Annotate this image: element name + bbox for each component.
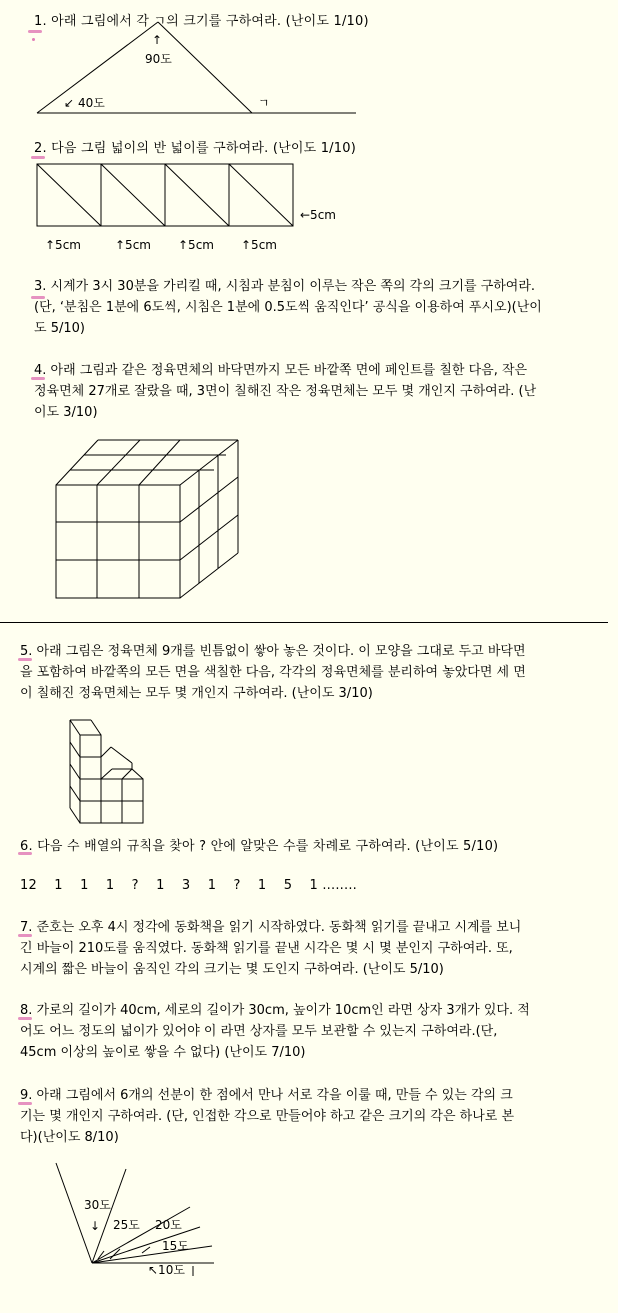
problem-5-line-1: 5. 아래 그림은 정육면체 9개를 빈틈없이 쌓아 놓은 것이다. 이 모양을 그대로 두고 바닥면 — [20, 644, 526, 659]
figure-2-bottom-label: ↑5cm — [178, 238, 214, 252]
figure-2-bottom-label: ↑5cm — [241, 238, 277, 252]
problem-2-text: 2. 다음 그림 넓이의 반 넓이를 구하여라. (난이도 1/10) — [34, 141, 356, 156]
problem-4-line-1: 4. 아래 그림과 같은 정육면체의 바닥면까지 모든 바깥쪽 면에 페인트를 칠한 다음, 작은 — [34, 363, 528, 378]
figure-9-label: ↖10도 — [148, 1263, 185, 1277]
problem-4-line-2: 정육면체 27개로 잘랐을 때, 3면이 칠해진 작은 정육면체는 모두 몇 개인지 구하여라. (난 — [34, 384, 537, 399]
problem-8-line-3: 45cm 이상의 높이로 쌓을 수 없다) (난이도 7/10) — [20, 1045, 306, 1060]
problem-3-line-3: 도 5/10) — [34, 321, 85, 336]
problem-7-line-2: 긴 바늘이 210도를 움직였다. 동화책 읽기를 끝낸 시각은 몇 시 몇 분인지 구하여라. 또, — [20, 941, 513, 956]
figure-9-rays — [0, 1155, 618, 1305]
figure-1-triangle — [0, 0, 618, 130]
figure-1-angle-left: 40도 — [78, 96, 105, 110]
problem-6-sequence: 12 1 1 1 ? 1 3 1 ? 1 5 1 ........ — [20, 878, 357, 893]
problem-6-text: 6. 다음 수 배열의 규칙을 찾아 ? 안에 알맞은 수를 차례로 구하여라. (난이도 5/10) — [20, 839, 499, 854]
problem-8-line-1: 8. 가로의 길이가 40cm, 세로의 길이가 30cm, 높이가 10cm인 라면 상자 3개가 있다. 적 — [20, 1003, 530, 1018]
figure-9-label: 25도 — [113, 1218, 140, 1232]
problem-7-text — [20, 917, 596, 980]
problem-4-text — [34, 360, 610, 423]
problem-5-line-3: 이 칠해진 정육면체는 모두 몇 개인지 구하여라. (난이도 3/10) — [20, 686, 373, 701]
problem-9-line-1: 9. 아래 그림에서 6개의 선분이 한 점에서 만나 서로 각을 이룰 때, 만들 수 있는 각의 크 — [20, 1088, 513, 1103]
problem-9-text — [20, 1085, 596, 1148]
figure-2-rectangles — [0, 160, 618, 260]
figure-1-arrow-up: ↑ — [152, 33, 163, 47]
figure-9-label: 20도 — [155, 1218, 182, 1232]
problem-8-text — [20, 1000, 596, 1063]
problem-5-line-2: 을 포함하여 바깥쪽의 모든 면을 색칠한 다음, 각각의 정육면체를 분리하여 놓았다면 세 면 — [20, 665, 526, 680]
problem-3-text — [34, 276, 610, 339]
highlight-mark — [31, 156, 45, 159]
figure-1-angle-top: 90도 — [145, 52, 172, 66]
problem-9-line-3: 다)(난이도 8/10) — [20, 1130, 119, 1145]
figure-4-cube — [0, 430, 618, 630]
figure-2-bottom-label: ↑5cm — [45, 238, 81, 252]
problem-9-line-2: 기는 몇 개인지 구하여라. (단, 인접한 각으로 만들어야 하고 같은 크기의 각은 하나로 본 — [20, 1109, 515, 1124]
problem-5-text — [20, 641, 596, 704]
problem-8-line-2: 어도 어느 정도의 넓이가 있어야 이 라면 상자를 모두 보관할 수 있는지 구하여라.(단, — [20, 1024, 498, 1039]
problem-3-line-1: 3. 시계가 3시 30분을 가리킬 때, 시침과 분침이 이루는 작은 쪽의 각의 크기를 구하여라. — [34, 279, 536, 294]
problem-1-text: 1. 아래 그림에서 각 ㄱ의 크기를 구하여라. (난이도 1/10) — [34, 14, 369, 29]
problem-7-line-1: 7. 준호는 오후 4시 정각에 동화책을 읽기 시작하였다. 동화책 읽기를 끝내고 시계를 보니 — [20, 920, 522, 935]
figure-1-arrow-left: ↙ — [64, 96, 75, 110]
problem-4-line-3: 이도 3/10) — [34, 405, 98, 420]
figure-2-side-label: ←5cm — [300, 208, 336, 222]
figure-1-angle-mark: ㄱ — [258, 96, 270, 110]
figure-2-bottom-label: ↑5cm — [115, 238, 151, 252]
section-divider — [0, 622, 608, 623]
problem-7-line-3: 시계의 짧은 바늘이 움직인 각의 크기는 몇 도인지 구하여라. (난이도 5/10) — [20, 962, 444, 977]
figure-9-label: 30도 — [84, 1198, 111, 1212]
figure-9-label: 15도 — [162, 1239, 189, 1253]
problem-3-line-2: (단, ‘분침은 1분에 6도씩, 시침은 1분에 0.5도씩 움직인다’ 공식을 이용하여 푸시오)(난이 — [34, 300, 542, 315]
figure-9-arrow: ↓ — [90, 1219, 101, 1233]
figure-5-stacked-cubes — [0, 715, 618, 835]
